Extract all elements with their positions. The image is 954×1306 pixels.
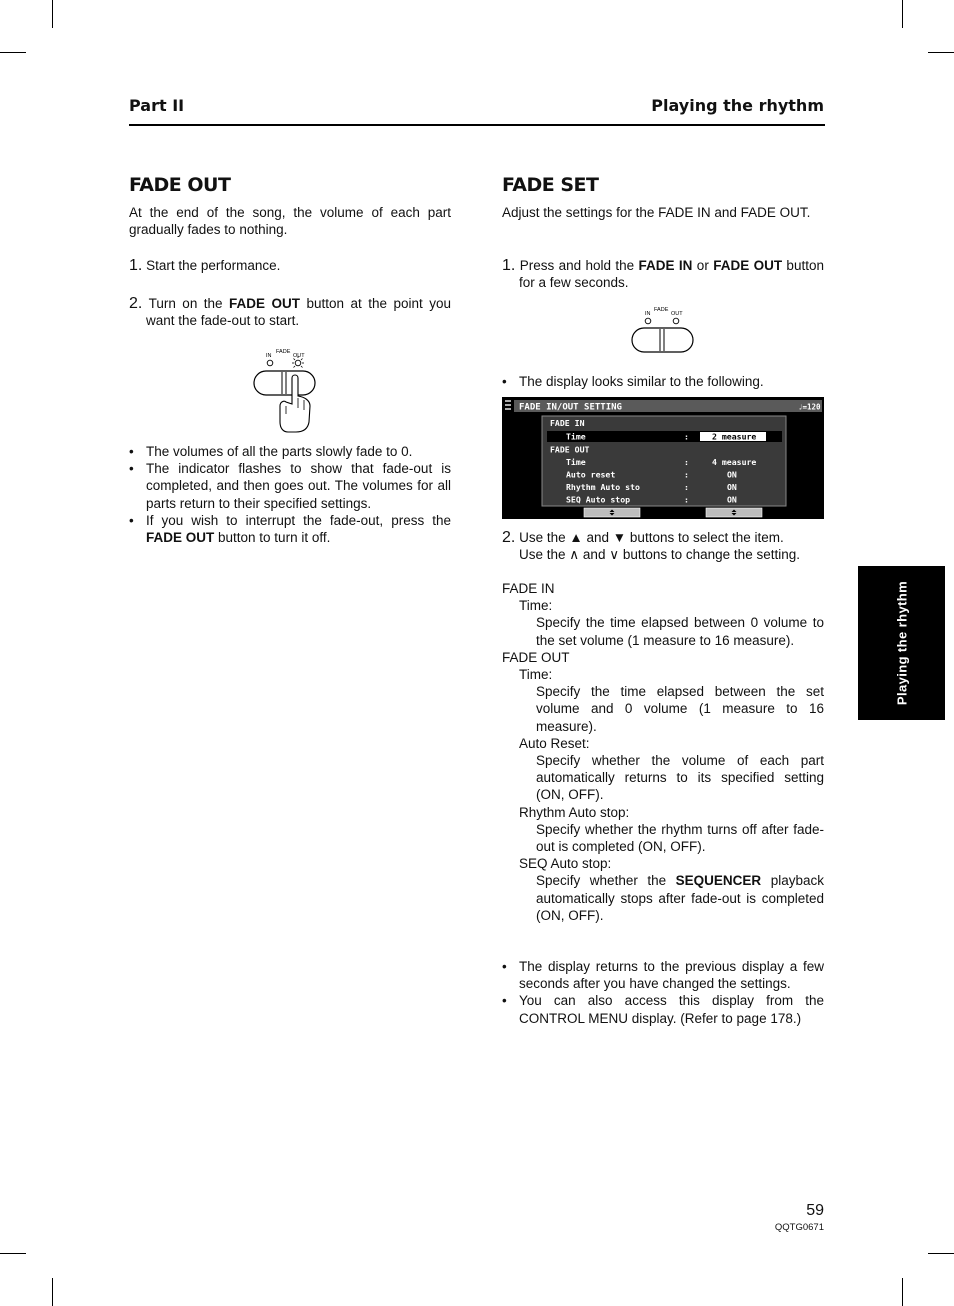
step-text-post: button for a few seconds.	[519, 258, 824, 291]
in-indicator-icon	[645, 318, 651, 324]
fade-set-step-1	[502, 257, 824, 291]
lcd-tempo: ♩=120	[798, 402, 821, 412]
def-description	[502, 872, 824, 924]
lcd-fade-in-time-label: Time	[566, 431, 586, 442]
step-text-bold: FADE OUT	[713, 258, 783, 273]
fade-set-step-2	[502, 529, 824, 563]
list-item: • The volumes of all the parts slowly fade to 0.	[129, 443, 451, 460]
lcd-title: FADE IN/OUT SETTING	[519, 402, 622, 413]
lcd-colon: :	[684, 457, 689, 467]
lcd-rhythm-auto-value: ON	[727, 482, 737, 492]
crop-mark	[928, 52, 954, 53]
crop-mark	[52, 0, 53, 28]
fade-button-press-illustration	[250, 342, 322, 434]
lcd-colon: :	[684, 469, 689, 480]
lcd-auto-reset-value: ON	[727, 469, 737, 480]
lcd-colon: :	[684, 482, 689, 492]
out-indicator-icon	[673, 318, 679, 324]
fade-set-display-bullet	[502, 373, 824, 390]
lcd-colon: :	[684, 431, 689, 442]
list-item-pre: If you wish to interrupt the fade-out, press the	[146, 512, 451, 528]
def-heading-fade-in: FADE IN	[502, 581, 555, 596]
crop-mark	[52, 1278, 53, 1306]
def-description: Specify the time elapsed between the set volume and 0 volume (1 measure to 16 measure).	[536, 684, 824, 734]
step-number: 2.	[129, 295, 143, 312]
and-text: and	[582, 530, 613, 545]
fade-button-illustration	[628, 302, 700, 356]
fade-out-step-1	[129, 257, 451, 274]
fade-button-icon	[632, 328, 693, 352]
illus-out-label: OUT	[293, 353, 305, 359]
lcd-seq-auto-label: SEQ Auto stop	[566, 494, 631, 505]
list-item: • You can also access this display from the CONTROL MENU display. (Refer to page 178.)	[502, 992, 824, 1026]
step-text-post: buttons to change the setting.	[619, 547, 800, 563]
def-term: Time:	[519, 667, 553, 683]
list-item	[129, 512, 451, 546]
step-text-pre: Use the	[519, 547, 570, 563]
step-text-mid: or	[692, 258, 714, 273]
lcd-seq-auto-value: ON	[727, 494, 737, 505]
down-chevron-icon: ∨	[609, 547, 620, 563]
def-term: Rhythm Auto stop:	[519, 804, 630, 820]
lcd-value-button	[706, 508, 762, 517]
step-text-pre: Turn on the	[148, 296, 230, 311]
def-text-bold: SEQUENCER	[675, 873, 762, 889]
crop-mark	[0, 52, 26, 53]
lcd-rhythm-auto-label: Rhythm Auto sto	[566, 482, 640, 492]
up-chevron-icon: ∧	[569, 547, 580, 563]
step-number: 1.	[502, 257, 516, 274]
down-triangle-icon: ▼	[612, 530, 627, 545]
fade-set-definitions	[502, 580, 824, 924]
list-item: • The display returns to the previous display a few seconds after you have changed the settings.	[502, 958, 824, 992]
step-text: Start the performance.	[146, 258, 281, 273]
fade-out-intro: At the end of the song, the volume of each part gradually fades to nothing.	[129, 205, 451, 238]
step-number: 2.	[502, 529, 516, 546]
header-rule	[129, 124, 825, 126]
fade-set-bottom-bullets	[502, 958, 824, 1027]
step-text-post: buttons to select the item.	[626, 530, 784, 545]
side-tab-label: Playing the rhythm	[894, 580, 909, 706]
and-text: and	[579, 547, 610, 563]
def-text-post: playback automatically stops after fade-out is completed (ON, OFF).	[536, 873, 824, 923]
header-chapter: Playing the rhythm	[651, 96, 824, 115]
lcd-fade-out-label: FADE OUT	[550, 444, 590, 455]
document-code: QQTG0671	[774, 1222, 824, 1233]
list-item: • The indicator flashes to show that fade-out is completed, and then goes out. The volumes for all parts return to their specified settings.	[129, 460, 451, 512]
page-number: 59	[806, 1202, 824, 1219]
lcd-fade-in-time-value: 2 measure	[712, 431, 757, 442]
lcd-fade-in-label: FADE IN	[550, 418, 585, 428]
fade-out-step-2	[129, 295, 451, 329]
fade-out-bullets	[129, 443, 451, 546]
section-title-fade-out: FADE OUT	[129, 174, 231, 196]
step-text-post: button at the point you want the fade-out to start.	[146, 296, 451, 329]
def-text-pre: Specify whether the	[536, 873, 676, 889]
crop-mark	[928, 1253, 954, 1254]
lcd-fade-out-time-value: 4 measure	[712, 457, 757, 467]
def-term: Time:	[519, 598, 553, 614]
crop-mark	[0, 1253, 26, 1254]
illus-fade-label: FADE	[276, 349, 291, 355]
lcd-colon: :	[684, 494, 689, 505]
header-part: Part II	[129, 96, 185, 115]
illus-in-label: IN	[645, 311, 651, 317]
in-indicator-icon	[267, 360, 273, 366]
illus-in-label: IN	[266, 353, 272, 359]
lcd-fade-out-time-label: Time	[566, 457, 586, 467]
illus-out-label: OUT	[671, 311, 683, 317]
illus-fade-label: FADE	[654, 307, 669, 313]
fade-set-intro: Adjust the settings for the FADE IN and FADE OUT.	[502, 205, 811, 220]
def-description: Specify whether the volume of each part automatically returns to its specified setting (ON, OFF).	[536, 753, 824, 803]
side-tab	[858, 566, 945, 720]
def-term: Auto Reset:	[519, 735, 590, 751]
step-text-pre: Use the	[519, 530, 570, 545]
section-title-fade-set: FADE SET	[502, 174, 599, 196]
lcd-fade-settings-display	[502, 397, 824, 519]
list-item: • The display looks similar to the following.	[502, 373, 824, 390]
out-indicator-lit-icon	[295, 360, 301, 366]
step-text-bold: FADE OUT	[229, 296, 301, 311]
def-description: Specify whether the rhythm turns off after fade-out is completed (ON, OFF).	[536, 821, 824, 855]
crop-mark	[902, 0, 903, 28]
def-term: SEQ Auto stop:	[519, 856, 612, 872]
step-text-pre: Press and hold the	[519, 258, 639, 273]
up-triangle-icon: ▲	[569, 530, 583, 545]
def-description: Specify the time elapsed between 0 volume to the set volume (1 measure to 16 measure).	[536, 615, 824, 648]
fade-button-icon	[254, 371, 315, 395]
step-number: 1.	[129, 257, 143, 274]
lcd-side-icon	[505, 400, 511, 410]
list-item-post: button to turn it off.	[214, 530, 331, 546]
crop-mark	[902, 1278, 903, 1306]
step-text-bold: FADE IN	[638, 258, 693, 273]
def-heading-fade-out: FADE OUT	[502, 649, 570, 665]
lcd-auto-reset-label: Auto reset	[566, 469, 616, 480]
list-item-bold: FADE OUT	[146, 530, 215, 546]
lcd-select-button	[584, 508, 640, 517]
